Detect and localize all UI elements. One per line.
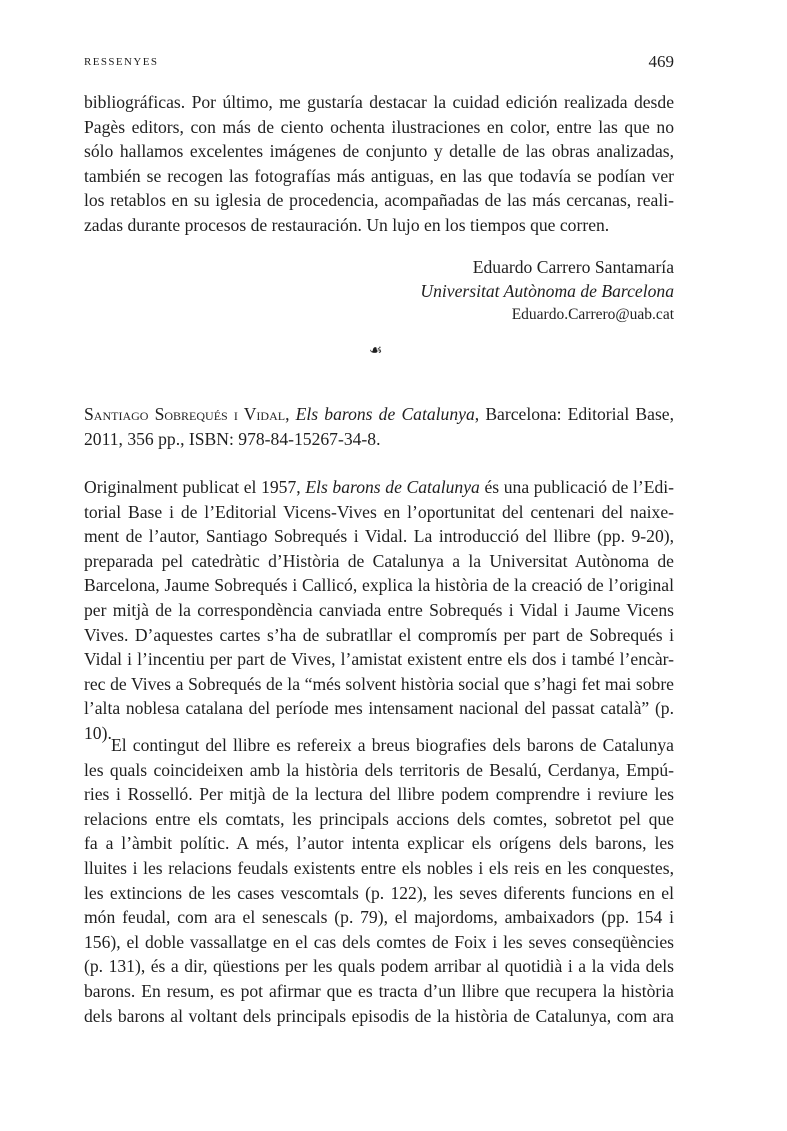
page-number: 469	[648, 52, 674, 71]
text-line: preparada pel catedràtic d’Història de Catalunya a la Universitat Autònoma de	[84, 550, 674, 571]
text-line: fa a l’àmbit polític. A més, l’autor intenta explicar els orígens dels barons, les	[84, 833, 674, 854]
text-line: l’alta noblesa catalana del període mes intensament nacional del passat català” (p.	[84, 698, 674, 719]
text-line: relacions entre els comtats, les principals accions dels comtes, sobretot pel que	[84, 808, 674, 829]
text-line: también se recogen las fotografías más antiguas, en las que todavía se podían ver	[84, 165, 674, 186]
reviewer-affiliation: Universitat Autònoma de Barcelona	[420, 281, 674, 301]
text-line: les quals coincideixen amb la història dels territoris de Besalú, Cerdanya, Empú-	[84, 759, 674, 780]
reviewer-signature	[420, 255, 674, 327]
reviewer-email: Eduardo.Carrero@uab.cat	[511, 306, 674, 323]
section-label: RESSENYES	[84, 56, 159, 68]
reviewer-name: Eduardo Carrero Santamaría	[472, 257, 674, 277]
citation-publisher: , Barcelona: Editorial Base,	[474, 404, 675, 424]
citation-details: 2011, 356 pp., ISBN: 978-84-15267-34-8.	[84, 428, 381, 449]
text-line: barons. En resum, es pot afirmar que es tracta d’un llibre que recupera la història	[84, 980, 674, 1001]
text-line: món feudal, com ara el senescals (p. 79), el majordoms, ambaixadors (pp. 154 i	[84, 907, 674, 928]
text-line: dels barons al voltant dels principals episodis de la història de Catalunya, com ara	[84, 1005, 674, 1026]
running-head	[84, 54, 674, 74]
continued-paragraph	[84, 90, 674, 238]
text-line: Vives. D’aquestes cartes s’ha de subratllar el compromís per part de Sobrequés i	[84, 624, 674, 645]
text-line: ries i Rosselló. Per mitjà de la lectura del llibre podem comprendre i reviure les	[84, 784, 674, 805]
text-line: ment de l’autor, Santiago Sobrequés i Vidal. La introducció del llibre (pp. 9-20),	[84, 526, 674, 547]
paragraph-1	[84, 475, 674, 746]
text-run: Originalment publicat el 1957,	[84, 477, 306, 497]
text-line: El contingut del llibre es refereix a breus biografies dels barons de Catalunya	[111, 735, 674, 755]
text-run: és una publicació de l’Edi-	[479, 477, 674, 497]
text-line: Vidal i l’incentiu per part de Vives, l’amistat existent entre els dos i també l’encàr-	[84, 649, 674, 670]
text-line: (p. 131), és a dir, qüestions per les quals podem arribar al quotidià i a la vida dels	[84, 956, 674, 977]
text-line: Pagès editors, con más de ciento ochenta ilustraciones en color, entre las que no	[84, 116, 674, 137]
text-line: les extincions de les cases vescomtals (p. 122), les seves diferents funcions en el	[84, 882, 674, 903]
book-title: Els barons de Catalunya	[305, 477, 480, 497]
text-line: bibliográficas. Por último, me gustaría destacar la cuidad edición realizada desde	[84, 92, 674, 112]
citation-title: Els barons de Catalunya	[295, 404, 475, 424]
citation-author: Santiago Sobrequés i Vidal,	[84, 404, 290, 424]
text-line: los retablos en su iglesia de procedencia, acompañadas de las más cercanas, reali-	[84, 190, 674, 211]
text-line: lluites i les relacions feudals existents entre els nobles i els reis en les conquestes,	[84, 857, 674, 878]
text-line: rec de Vives a Sobrequés de la “més solvent història social que s’hagi fet mai sobre	[84, 673, 674, 694]
text-line: Barcelona, Jaume Sobrequés i Callicó, explica la història de la creació de l’original	[84, 575, 674, 596]
text-line: zadas durante procesos de restauración. Un lujo en los tiempos que corren.	[84, 214, 610, 235]
text-line: torial Base i de l’Editorial Vicens-Vives en l’oportunitat del centenari del naixe-	[84, 501, 674, 522]
text-line: 10).	[84, 722, 112, 743]
paragraph-2	[84, 733, 674, 1028]
book-citation	[84, 402, 674, 451]
text-line: 156), el doble vassallatge en el cas dels comtes de Foix i les seves conseqüències	[84, 931, 674, 952]
text-line: per mitjà de la correspondència canviada entre Sobrequés i Vidal i Jaume Vicens	[84, 599, 674, 620]
text-line: sólo hallamos excelentes imágenes de conjunto y detalle de las obras analizadas,	[84, 141, 674, 162]
section-ornament: ☙	[369, 343, 383, 359]
